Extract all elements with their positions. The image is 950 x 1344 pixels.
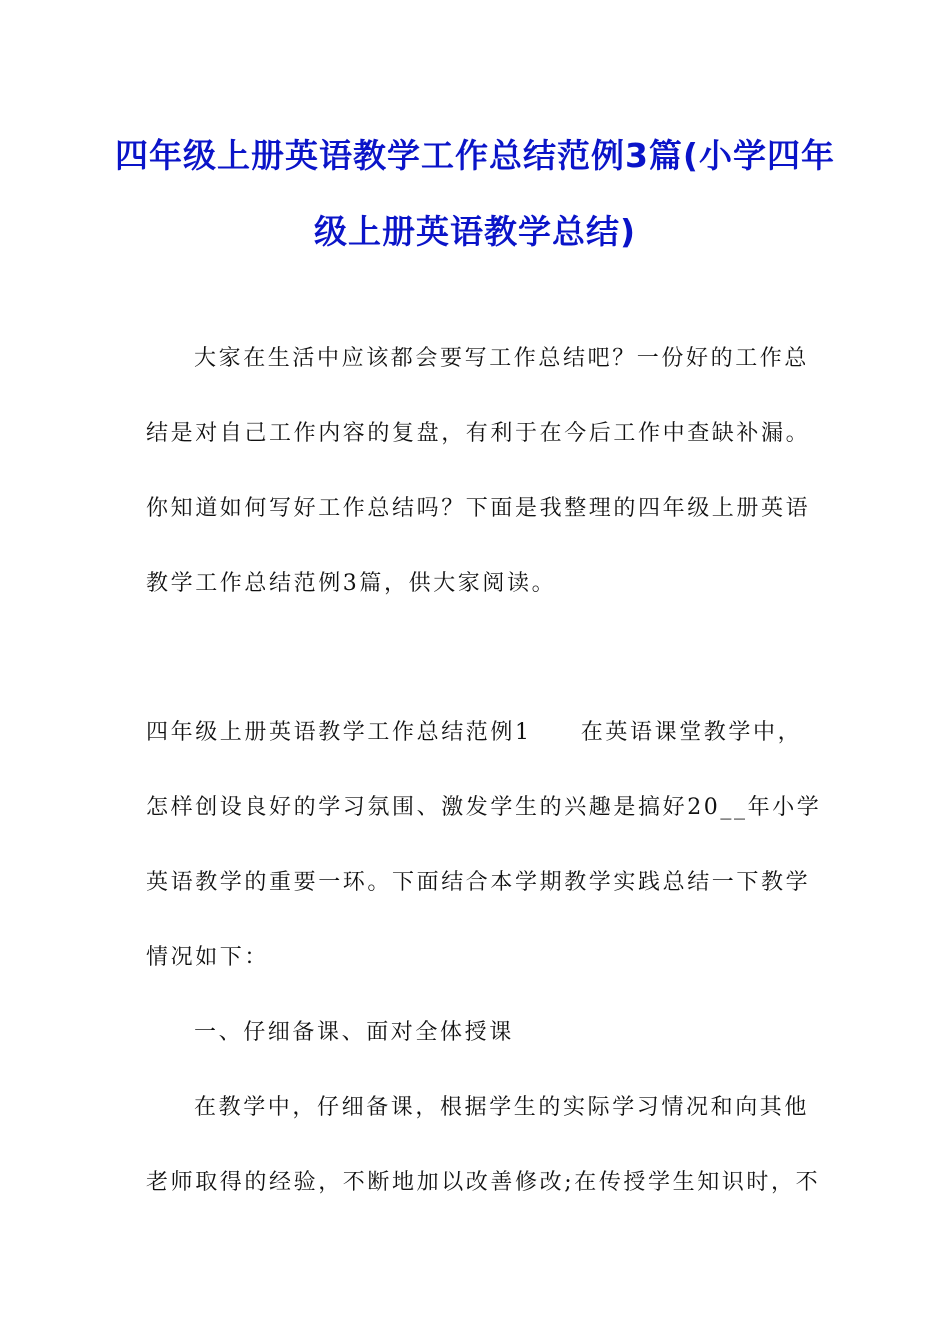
paragraph-line: 老师取得的经验，不断地加以改善修改;在传授学生知识时，不 bbox=[146, 1170, 821, 1195]
subsection-heading: 一、仔细备课、面对全体授课 bbox=[194, 1020, 514, 1045]
paragraph-line: 结是对自己工作内容的复盘，有利于在今后工作中查缺补漏。 bbox=[146, 421, 811, 446]
document-title: 四年级上册英语教学工作总结范例3篇(小学四年级上册英语教学总结) bbox=[114, 136, 836, 251]
paragraph-line: 英语教学的重要一环。下面结合本学期教学实践总结一下教学 bbox=[146, 870, 811, 895]
paragraph-line: 教学工作总结范例3篇，供大家阅读。 bbox=[146, 571, 557, 596]
paragraph-line: 在教学中，仔细备课，根据学生的实际学习情况和向其他 bbox=[194, 1095, 810, 1120]
paragraph-line: 怎样创设良好的学习氛围、激发学生的兴趣是搞好20__年小学 bbox=[146, 795, 822, 820]
paragraph-line: 你知道如何写好工作总结吗？下面是我整理的四年级上册英语 bbox=[146, 496, 811, 521]
paragraph-line: 大家在生活中应该都会要写工作总结吧？一份好的工作总 bbox=[194, 346, 810, 371]
section-heading-line: 四年级上册英语教学工作总结范例1 在英语课堂教学中， bbox=[146, 720, 803, 745]
paragraph-line: 情况如下： bbox=[146, 945, 270, 970]
